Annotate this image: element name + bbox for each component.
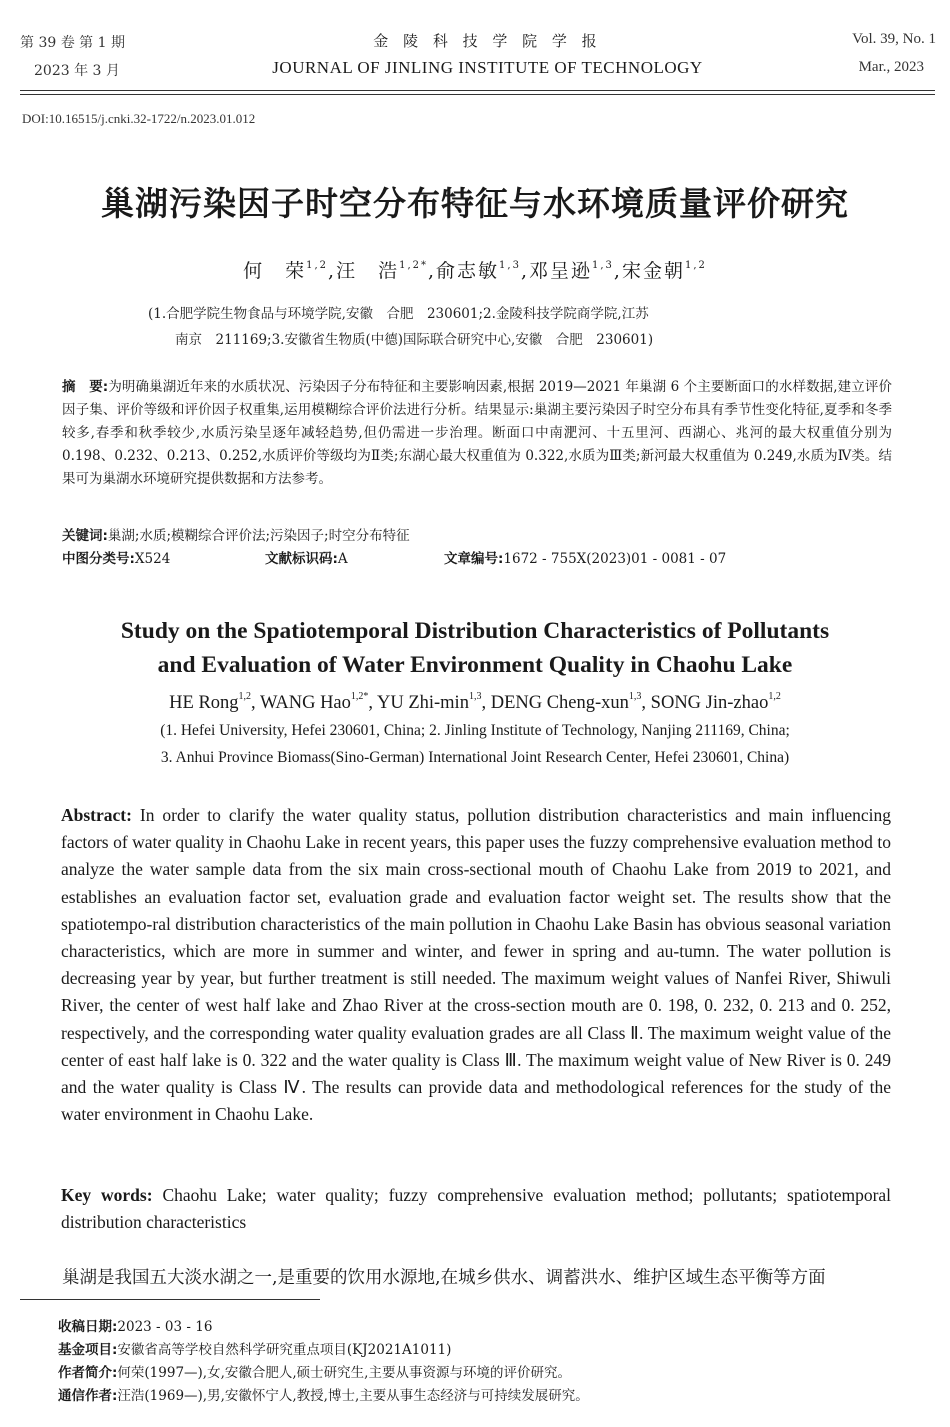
clc-value: X524 — [134, 551, 171, 567]
article-value: 1672 - 755X(2023)01 - 0081 - 07 — [503, 551, 727, 567]
header-date-zh: 2023 年 3 月 — [34, 63, 120, 79]
author-en-sup: 1,2* — [350, 691, 369, 702]
affiliation-zh-line-1: (1.合肥学院生物食品与环境学院,安徽 合肥 230601;2.金陵科技学院商学院,江苏 — [148, 306, 649, 322]
author-sep: , — [613, 260, 622, 282]
clc-number — [62, 548, 170, 571]
author-en-sup: 1,2 — [768, 691, 781, 702]
author-en: DENG Cheng-xun — [490, 693, 629, 713]
abstract-en-text: In order to clarify the water quality status, pollution distribution characteristics and main influencing factors of water quality in Chaohu Lake in recent years, this paper uses the fuzzy comprehensive evaluation method to analyze the water sample data from the six main cross-sectional mouth of Chaohu Lake from 2019 to 2021, and establishes an evaluation factor set, evaluation grade and evaluation factor weight set. The results show that the spatiotempo-ral distribution characteristics of the main pollution in Chaohu Lake Basin has obvious seasonal variation characteristics, which are more in summer and winter, and fewer in spring and au-tumn. The water pollution is decreasing year by year, but further treatment is still needed. The maximum weight values of Nanfei River, Shiwuli River, the center of west half lake and Zhao River at the cross-section mouth are 0. 198, 0. 232, 0. 213 and 0. 252, respectively, and the corresponding water quality evaluation grades are all Class Ⅱ. The maximum weight value of the center of east half lake is 0. 322 and the water quality is Class Ⅲ. The maximum weight value of New River is 0. 249 and the water quality is Class Ⅳ. The results can provide data and methodological references for the study of the water environment in Chaohu Lake. — [61, 805, 892, 1125]
footnote-label: 作者简介: — [58, 1365, 118, 1381]
author-zh-sup: 1,3 — [592, 260, 614, 271]
footnote-text: 汪浩(1969—),男,安徽怀宁人,教授,博士,主要从事生态经济与可持续发展研究。 — [117, 1388, 589, 1404]
doc-code — [265, 548, 348, 571]
footnote-corresponding — [58, 1385, 589, 1408]
author-en: HE Rong — [169, 693, 239, 713]
keywords-en-text: Chaohu Lake; water quality; fuzzy comprehensive evaluation method; pollutants; spatiotemporal distribution characteristics — [61, 1185, 892, 1233]
footnote-label: 基金项目: — [58, 1342, 118, 1358]
title-en-line-2: and Evaluation of Water Environment Quality in Chaohu Lake — [157, 652, 793, 678]
author-en-sup: 1,3 — [468, 691, 482, 702]
author-zh-sup: 1,2 — [306, 260, 329, 271]
keywords-zh — [62, 525, 892, 548]
doc-label: 文献标识码: — [265, 551, 338, 567]
header-journal-en: JOURNAL OF JINLING INSTITUTE OF TECHNOLOGY — [272, 58, 703, 77]
body-first-line: 巢湖是我国五大淡水湖之一,是重要的饮用水源地,在城乡供水、调蓄洪水、维护区域生态平衡等方面 — [62, 1268, 826, 1288]
abstract-zh-text: 为明确巢湖近年来的水质状况、污染因子分布特征和主要影响因素,根据 2019—2021 年巢湖 6 个主要断面口的水样数据,建立评价因子集、评价等级和评价因子权重集,运用模糊综合评价法进行分析。结果显示:巢湖主要污染因子时空分布具有季节性变化特征,夏季和冬季较多,春季和秋季较少,水质污染呈逐年减轻趋势,但仍需进一步治理。断面口中南淝河、十五里河、西湖心、兆河的最大权重值分别为 0.198、0.232、0.213、0.252,水质评价等级均为Ⅱ类;东湖心最大权重值为 0.322,水质为Ⅲ类;新河最大权重值为 0.249,水质为Ⅳ类。结果可为巢湖水环境研究提供数据和方法参考。 — [62, 379, 892, 487]
doi: DOI:10.16515/j.cnki.32-1722/n.2023.01.012 — [22, 111, 256, 126]
author-zh: 何 荣 — [243, 260, 307, 282]
author-zh-sup: 1,2 — [684, 260, 707, 271]
article-number — [444, 548, 726, 571]
footnote-label: 收稿日期: — [58, 1319, 118, 1335]
author-sep: , — [427, 260, 437, 282]
footnote-text: 2023 - 03 - 16 — [117, 1319, 213, 1335]
title-zh: 巢湖污染因子时空分布特征与水环境质量评价研究 — [101, 184, 849, 223]
footnote-text: 安徽省高等学校自然科学研究重点项目(KJ2021A1011) — [117, 1342, 452, 1358]
article-label: 文章编号: — [444, 551, 504, 567]
abstract-en-label: Abstract: — [61, 805, 132, 825]
author-zh: 俞志敏 — [436, 260, 500, 282]
abstract-zh-label: 摘 要: — [62, 379, 109, 395]
header-rule-bottom — [20, 94, 935, 95]
author-zh: 宋金朝 — [621, 260, 685, 282]
keywords-en — [61, 1182, 891, 1236]
header-journal-zh: 金 陵 科 技 学 院 学 报 — [373, 32, 602, 50]
footnote-author-bio — [58, 1362, 571, 1385]
author-en-sup: 1,2 — [238, 691, 252, 702]
footnote-rule — [20, 1299, 320, 1300]
author-en-sup: 1,3 — [628, 691, 642, 702]
abstract-en — [61, 802, 891, 1128]
affiliation-zh-line-2: 南京 211169;3.安徽省生物质(中德)国际联合研究中心,安徽 合肥 230601) — [175, 332, 654, 348]
keywords-en-label: Key words: — [61, 1185, 153, 1205]
author-zh: 邓呈逊 — [529, 260, 593, 282]
keywords-zh-label: 关键词: — [62, 528, 108, 544]
author-en: WANG Hao — [259, 693, 351, 713]
author-en: YU Zhi-min — [376, 693, 469, 713]
footnote-text: 何荣(1997—),女,安徽合肥人,硕士研究生,主要从事资源与环境的评价研究。 — [117, 1365, 571, 1381]
author-sep: , — [251, 693, 260, 713]
affiliation-en-line-2: 3. Anhui Province Biomass(Sino-German) International Joint Research Center, Hefei 230601, China) — [160, 749, 790, 766]
author-sep: , — [520, 260, 529, 282]
clc-label: 中图分类号: — [62, 551, 135, 567]
title-en-line-1: Study on the Spatiotemporal Distribution Characteristics of Pollutants — [120, 618, 830, 644]
author-sep: , — [368, 693, 377, 713]
author-sep: , — [481, 693, 491, 713]
author-zh: 汪 浩 — [336, 260, 400, 282]
footnote-label: 通信作者: — [58, 1388, 118, 1404]
keywords-zh-text: 巢湖;水质;模糊综合评价法;污染因子;时空分布特征 — [107, 528, 410, 544]
header-volume-zh: 第 39 卷 第 1 期 — [20, 35, 125, 51]
affiliation-en-line-1: (1. Hefei University, Hefei 230601, China; 2. Jinling Institute of Technology, Nanjing 211169, China; — [160, 722, 790, 739]
authors-zh — [0, 256, 950, 283]
author-sep: , — [641, 693, 651, 713]
footnote-received — [58, 1316, 212, 1339]
footnote-fund — [58, 1339, 451, 1362]
header-date-en: Mar., 2023 — [858, 59, 924, 75]
abstract-zh — [62, 376, 892, 491]
header-volume-en: Vol. 39, No. 1 — [852, 31, 936, 47]
doc-value: A — [337, 551, 348, 567]
author-zh-sup: 1,3 — [499, 260, 521, 271]
author-sep: , — [328, 260, 337, 282]
author-en: SONG Jin-zhao — [650, 693, 769, 713]
header-rule-top — [20, 90, 935, 91]
authors-en — [0, 693, 950, 714]
author-zh-sup: 1,2* — [399, 260, 428, 271]
